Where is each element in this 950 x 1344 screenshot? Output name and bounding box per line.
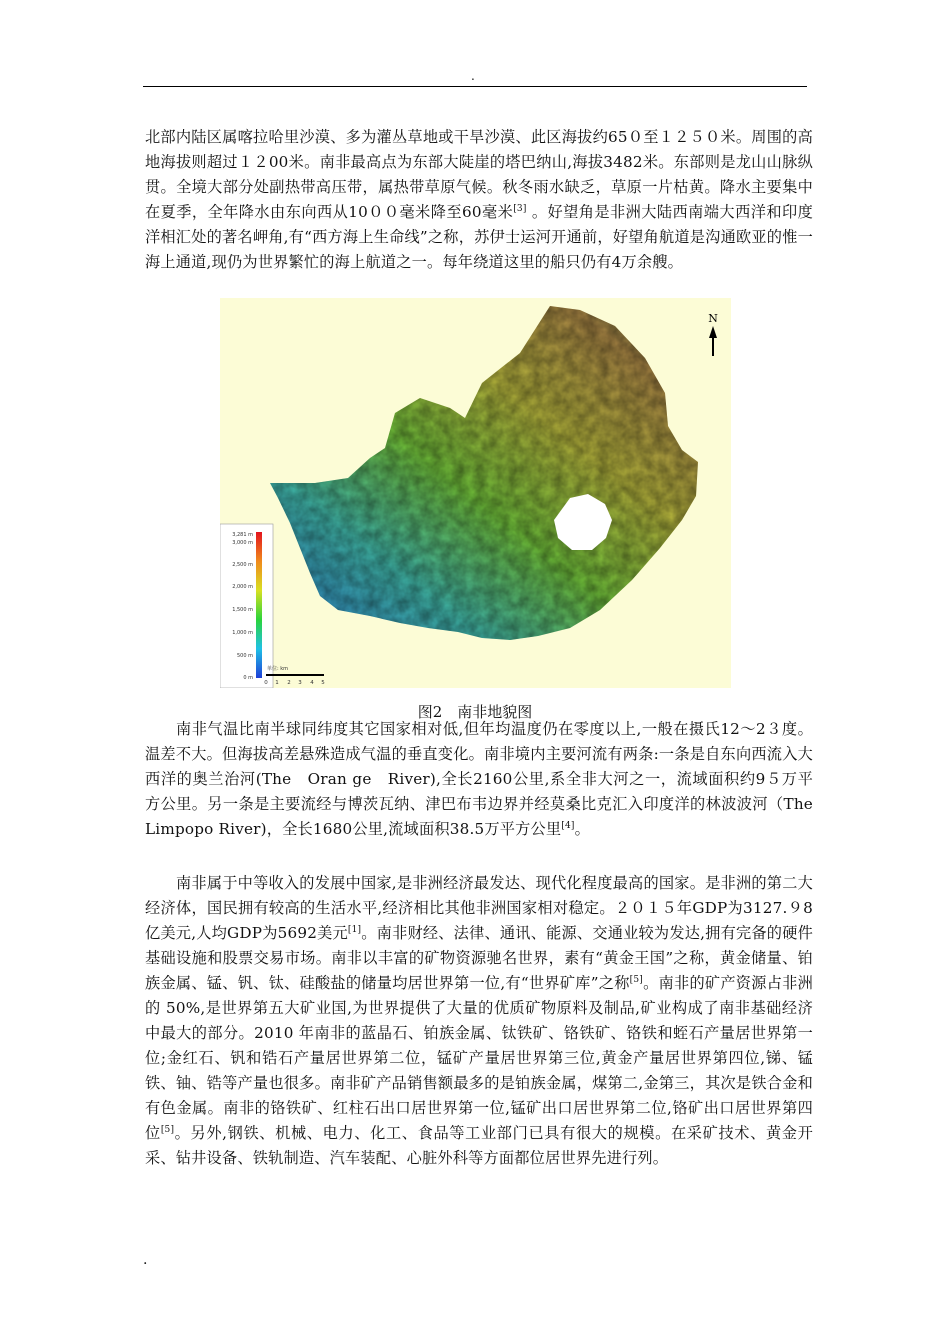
paragraph-text: 南非属于中等收入的发展中国家,是非洲经济最发达、现代化程度最高的国家。是非洲的第二大经济体，国民拥有较高的生活水平,经济相比其他非洲国家相对稳定。２０１５年GDP为3127.９8亿美元,人均GDP为5692美元 — [145, 874, 813, 942]
citation-ref: [4] — [561, 821, 575, 831]
legend-tick: 1,000 m — [232, 630, 253, 636]
legend-tick: 500 m — [236, 653, 253, 659]
citation-ref: [1] — [347, 925, 362, 935]
scale-tick: 0 — [264, 680, 268, 686]
legend-tick: 3,000 m — [232, 540, 253, 546]
scale-tick: 2 — [287, 680, 291, 686]
paragraph-economy — [145, 871, 813, 1171]
scale-tick: 4 — [310, 680, 314, 686]
paragraph-text: 。 — [574, 820, 591, 838]
citation-ref: [5] — [160, 1125, 175, 1135]
citation-ref: [5] — [629, 975, 644, 985]
north-label: N — [708, 312, 718, 325]
scale-bar — [264, 665, 325, 686]
terrain-map-figure — [220, 298, 731, 688]
paragraph-climate-rivers — [145, 717, 829, 842]
header-dot: . — [471, 69, 475, 83]
scale-tick: 1 — [275, 680, 279, 686]
footer-dot: . — [143, 1252, 148, 1268]
paragraph-text: 。南非财经、法律、通讯、能源、交通业较为发达,拥有完备的硬件基础设施和股票交易市场。南非以丰富的矿物资源驰名世界，素有“黄金王国”之称，黄金储量、铂族金属、锰、钒、钛、硅酸盐的储量均居世界第一位,有“世界矿库”之称 — [145, 924, 813, 992]
header-rule — [143, 86, 807, 87]
legend-tick: 2,500 m — [232, 562, 253, 568]
legend-colorbar — [256, 532, 262, 678]
citation-ref: [3] — [513, 204, 527, 214]
paragraph-text: 南非气温比南半球同纬度其它国家相对低,但年均温度仍在零度以上,一般在摄氏12～2３度。温差不大。但海拔高差悬殊造成气温的垂直变化。南非境内主要河流有两条:一条是自东向西流入大西洋的奥兰治河(The Oran ge River),全长2160公里,系全非大河之一，流域面积约9５万平方公里。另一条是主要流经与博茨瓦纳、津巴布韦边界并经莫桑比克汇入印度洋的林波波河（The Limpopo River)，全长1680公里,流域面积38.5万平方公里 — [145, 720, 829, 838]
scale-title: 单位: km — [267, 666, 289, 672]
north-arrow — [708, 312, 718, 356]
paragraph-terrain — [145, 125, 813, 275]
scale-tick: 5 — [321, 680, 325, 686]
terrain-map — [220, 298, 731, 688]
legend-tick: 2,000 m — [232, 584, 253, 590]
scale-tick: 3 — [298, 680, 302, 686]
figure-caption: 图2 南非地貌图 — [417, 703, 533, 721]
paragraph-text: 。好望角是非洲大陆西南端大西洋和印度洋相汇处的著名岬角,有“西方海上生命线”之称，苏伊士运河开通前，好望角航道是沟通欧亚的惟一海上通道,现仍为世界繁忙的海上航道之一。每年绕道这里的船只仍有4万余艘。 — [145, 203, 813, 271]
paragraph-text: 北部内陆区属喀拉哈里沙漠、多为灌丛草地或干旱沙漠、此区海拔约65０至１２５０米。周围的高地海拔则超过１２00米。南非最高点为东部大陡崖的塔巴纳山,海拔3482米。东部则是龙山山脉纵贯。全境大部分处副热带高压带，属热带草原气候。秋冬雨水缺乏，草原一片枯黄。降水主要集中在夏季，全年降水由东向西从10００毫米降至60毫米 — [145, 128, 813, 221]
paragraph-text: 。另外,钢铁、机械、电力、化工、食品等工业部门已具有很大的规模。在采矿技术、黄金开采、钻井设备、铁轨制造、汽车装配、心脏外科等方面都位居世界先进行列。 — [145, 1124, 814, 1167]
elevation-legend — [220, 524, 273, 688]
paragraph-text: 。南非的矿产资源占非洲的 50%,是世界第五大矿业国,为世界提供了大量的优质矿物原料及制品,矿业构成了南非基础经济中最大的部分。2010 年南非的蓝晶石、铂族金属、钛铁矿、铬铁矿、铬铁和蛭石产量居世界第一位;金红石、钒和锆石产量居世界第二位，锰矿产量居世界第三位,黄金产量居世界第四位,锑、锰铁、铀、锆等产量也很多。南非矿产品销售额最多的是铂族金属，煤第二,金第三，其次是铁合金和有色金属。南非的铬铁矿、红柱石出口居世界第一位,锰矿出口居世界第二位,铬矿出口居世界第四位 — [145, 974, 813, 1142]
legend-tick: 3,281 m — [232, 532, 253, 538]
legend-tick: 0 m — [243, 675, 253, 681]
legend-tick: 1,500 m — [232, 607, 253, 613]
